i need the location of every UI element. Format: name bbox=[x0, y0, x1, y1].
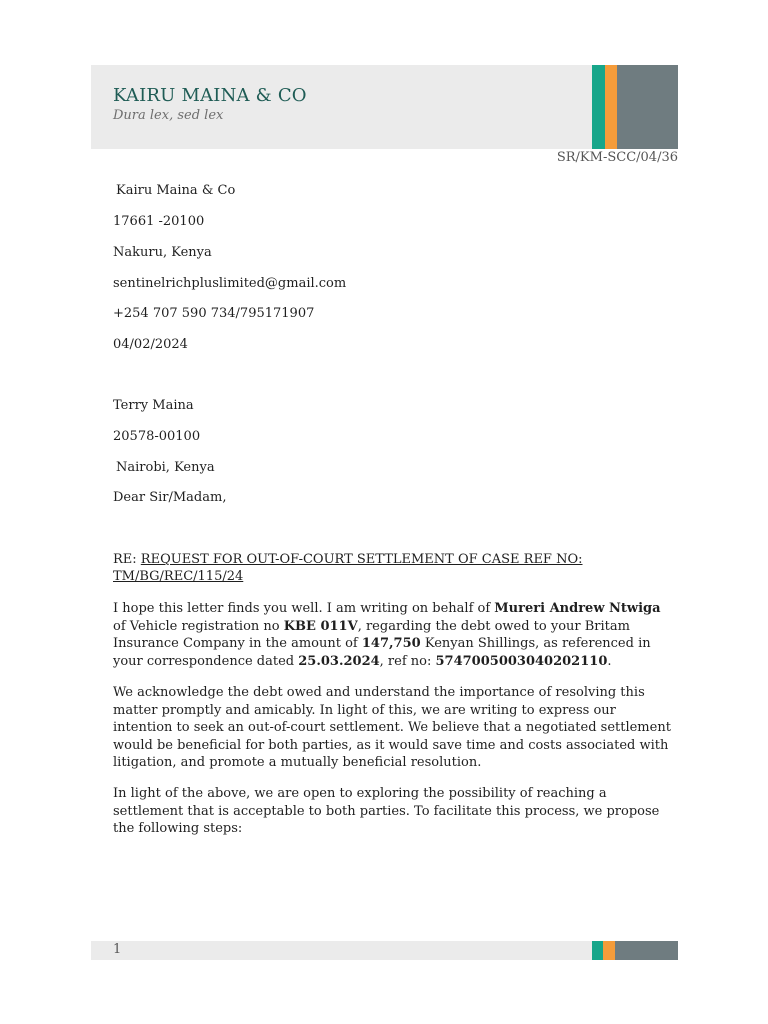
firm-name: KAIRU MAINA & CO bbox=[113, 85, 307, 106]
paragraph-proposal: In light of the above, we are open to exploring the possibility of reaching a settlement that is acceptable to both parties. To facilitate this process, we propose the following steps: bbox=[113, 786, 660, 836]
gray-stripe bbox=[617, 65, 678, 149]
correspondence-ref: 5747005003040202110 bbox=[435, 653, 608, 669]
recipient-name: Terry Maina bbox=[113, 398, 194, 413]
subject-line bbox=[113, 551, 673, 585]
intro-text: of Vehicle registration no bbox=[113, 618, 284, 634]
sender-phone: +254 707 590 734/795171907 bbox=[113, 306, 315, 321]
teal-stripe bbox=[592, 65, 605, 149]
intro-text: I hope this letter finds you well. I am writing on behalf of bbox=[113, 601, 495, 616]
orange-stripe bbox=[603, 941, 615, 960]
sender-city: Nakuru, Kenya bbox=[113, 245, 212, 260]
client-name: Mureri Andrew Ntwiga bbox=[494, 601, 661, 616]
intro-text: , ref no: bbox=[379, 653, 436, 669]
intro-text: . bbox=[607, 653, 612, 669]
recipient-po-box: 20578-00100 bbox=[113, 429, 201, 444]
sender-name: Kairu Maina & Co bbox=[116, 183, 236, 198]
salutation: Dear Sir/Madam, bbox=[113, 490, 227, 505]
intro-text: , regarding the debt owed to your Britam Insurance Company in the amount of bbox=[113, 618, 630, 651]
gray-stripe bbox=[615, 941, 678, 960]
page-footer bbox=[91, 941, 678, 960]
paragraph-intro bbox=[113, 600, 675, 670]
orange-stripe bbox=[605, 65, 617, 149]
vehicle-registration: KBE 011V bbox=[283, 618, 358, 634]
intro-text: Kenyan Shillings, as referenced in your correspondence dated bbox=[113, 636, 651, 669]
letterhead bbox=[91, 65, 678, 149]
paragraph-acknowledgement: We acknowledge the debt owed and understand the importance of resolving this matter promptly and amicably. In light of this, we are writing to express our intention to seek an out-of-court settlement. We believe that a negotiated settlement would be beneficial for both parties, as it would save time and costs associated with litigation, and promote a mutually beneficial resolution. bbox=[113, 685, 671, 770]
firm-motto: Dura lex, sed lex bbox=[113, 108, 224, 123]
page-number: 1 bbox=[113, 942, 122, 957]
teal-stripe bbox=[592, 941, 603, 960]
debt-amount: 147,750 bbox=[361, 636, 421, 651]
recipient-city: Nairobi, Kenya bbox=[116, 460, 215, 475]
subject-text: REQUEST FOR OUT-OF-COURT SETTLEMENT OF CASE REF NO: TM/BG/REC/115/24 bbox=[113, 552, 583, 584]
sender-email: sentinelrichpluslimited@gmail.com bbox=[113, 276, 347, 291]
sender-po-box: 17661 -20100 bbox=[113, 214, 205, 229]
letter-date: 04/02/2024 bbox=[113, 337, 188, 352]
letter-reference: SR/KM-SCC/04/36 bbox=[556, 150, 678, 165]
subject-prefix: RE: bbox=[113, 552, 141, 567]
correspondence-date: 25.03.2024 bbox=[298, 653, 380, 669]
